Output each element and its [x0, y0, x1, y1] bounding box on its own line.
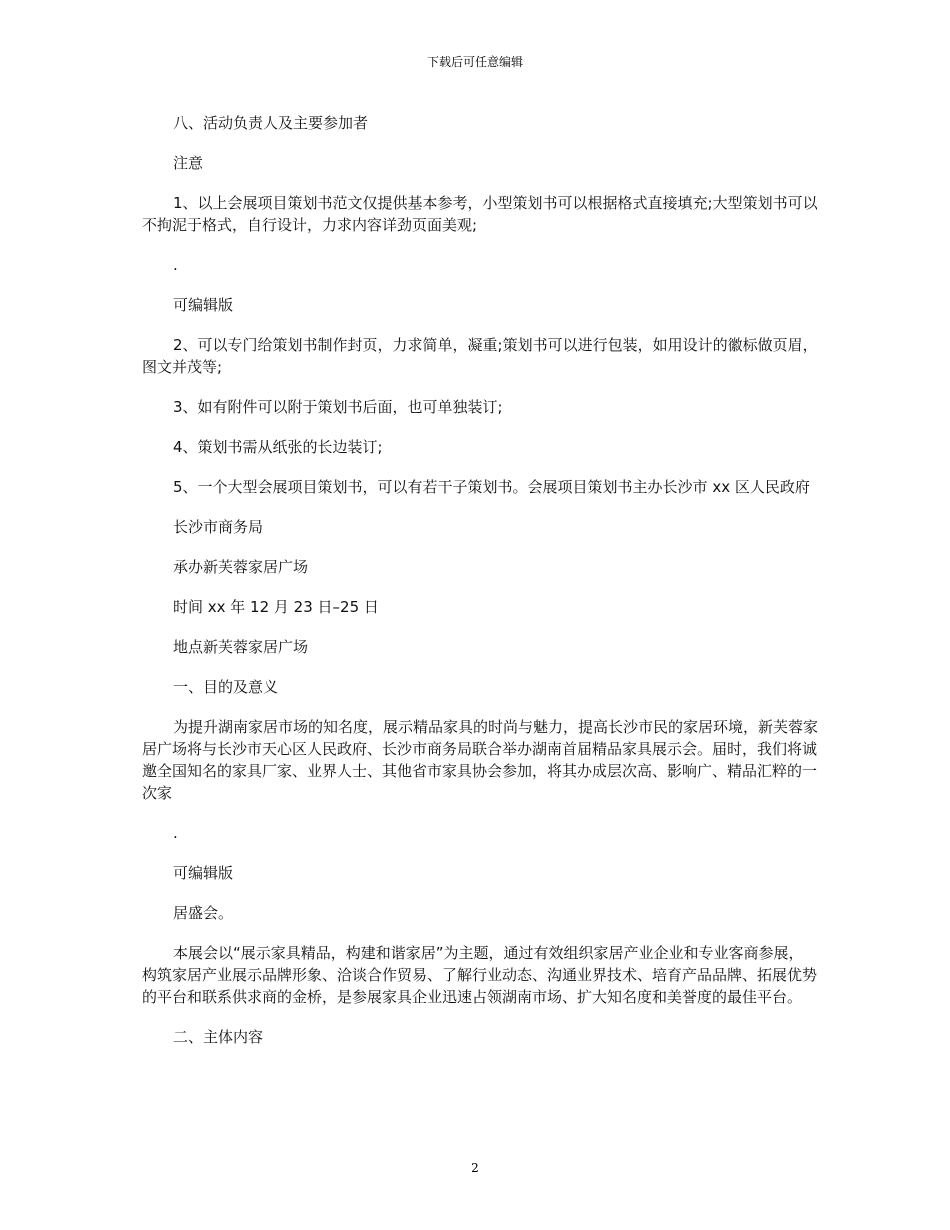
document-body: [142, 112, 818, 1066]
section-heading-participants: 八、活动负责人及主要参加者: [173, 114, 369, 132]
notice-item-2: 2、可以专门给策划书制作封页，力求简单，凝重;策划书可以进行包装，如用设计的徽标做页眉，图文并茂等;: [142, 336, 818, 376]
notice-item-1: 1、以上会展项目策划书范文仅提供基本参考，小型策划书可以根据格式直接填充;大型策划书可以不拘泥于格式，自行设计，力求内容详劲页面美观;: [142, 194, 818, 234]
section-heading-purpose: 一、目的及意义: [173, 678, 279, 696]
dot-separator: .: [173, 824, 178, 842]
page-number: 2: [471, 1161, 479, 1175]
dot-separator: .: [173, 256, 178, 274]
notice-item-5: 5、一个大型会展项目策划书，可以有若干子策划书。会展项目策划书主办长沙市 xx 区人民政府: [173, 478, 810, 496]
purpose-continuation: 居盛会。: [173, 904, 234, 922]
event-time: 时间 xx 年 12 月 23 日–25 日: [173, 598, 379, 616]
editable-version-label: 可编辑版: [173, 296, 234, 314]
undertaker: 承办新芙蓉家居广场: [173, 558, 309, 576]
purpose-paragraph: 为提升湖南家居市场的知名度，展示精品家具的时尚与魅力，提高长沙市民的家居环境，新芙蓉家居广场将与长沙市天心区人民政府、长沙市商务局联合举办湖南首届精品家具展示会。届时，我们将诚邀全国知名的家具厂家、业界人士、其他省市家具协会参加，将其办成层次高、影响广、精品汇粹的一次家: [142, 718, 819, 802]
theme-paragraph: 本展会以“展示家具精品，构建和谐家居”为主题，通过有效组织家居产业企业和专业客商参展，构筑家居产业展示品牌形象、洽谈合作贸易、了解行业动态、沟通业界技术、培育产品品牌、拓展优势的平台和联系供求商的金桥，是参展家具企业迅速占领湖南市场、扩大知名度和美誉度的最佳平台。: [142, 944, 818, 1006]
co-organizer: 长沙市商务局: [173, 518, 264, 536]
notice-item-4: 4、策划书需从纸张的长边装订;: [173, 438, 383, 456]
editable-version-label: 可编辑版: [173, 864, 234, 882]
page-header: 下载后可任意编辑: [426, 55, 523, 69]
event-location: 地点新芙蓉家居广场: [173, 638, 309, 656]
notice-heading: 注意: [173, 154, 204, 172]
section-heading-main-content: 二、主体内容: [173, 1028, 264, 1046]
notice-item-3: 3、如有附件可以附于策划书后面，也可单独装订;: [173, 398, 503, 416]
